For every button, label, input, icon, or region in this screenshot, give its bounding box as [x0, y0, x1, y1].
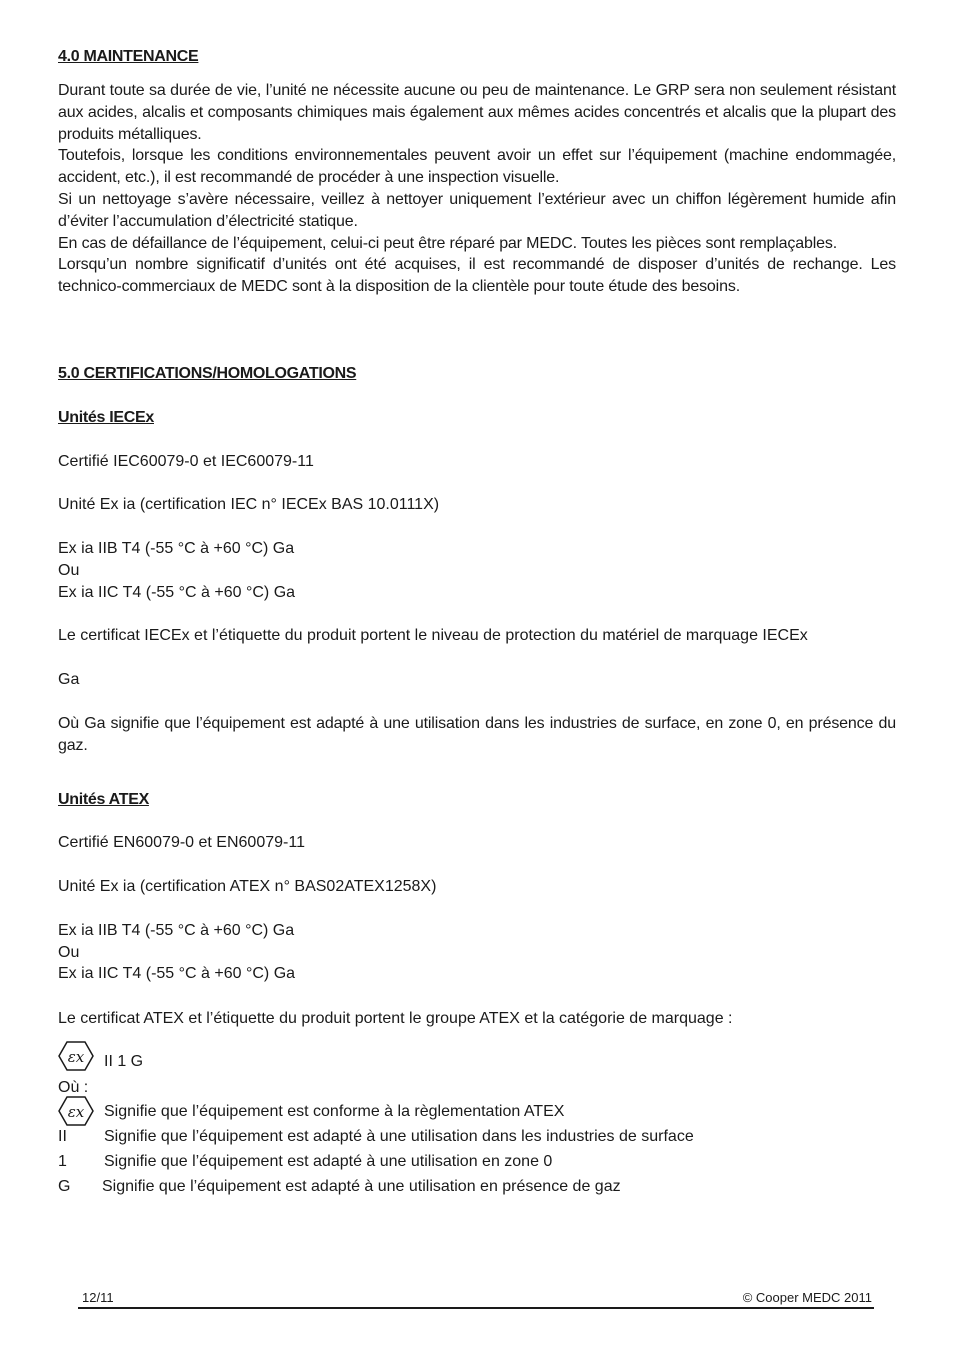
iecex-code-1: Ex ia IIB T4 (-55 °C à +60 °C) Ga	[58, 540, 295, 557]
iecex-unit: Unité Ex ia (certification IEC n° IECEx BAS 10.0111X)	[58, 496, 440, 513]
definition-text: Signifie que l’équipement est conforme à la règlementation ATEX	[104, 1103, 565, 1120]
ex-hexagon-icon	[58, 1041, 94, 1071]
definition-key: II	[58, 1128, 67, 1145]
footer-copyright: © Cooper MEDC 2011	[742, 1290, 872, 1305]
definition-key: 1	[58, 1153, 67, 1170]
section-4-body	[58, 80, 896, 298]
iecex-code-2: Ex ia IIC T4 (-55 °C à +60 °C) Ga	[58, 584, 296, 601]
maintenance-paragraph: En cas de défaillance de l’équipement, celui-ci peut être réparé par MEDC. Toutes les pièces sont remplaçables.	[58, 234, 838, 252]
ex-hexagon-icon	[58, 1096, 94, 1126]
maintenance-paragraph: Si un nettoyage s’avère nécessaire, veillez à nettoyer uniquement l’extérieur avec un chiffon légèrement humide afin d’éviter l’accumulation d’électricité statique.	[58, 190, 896, 230]
atex-or: Ou	[58, 944, 80, 961]
iecex-or: Ou	[58, 562, 80, 579]
iecex-level: Ga	[58, 671, 80, 688]
atex-subtitle: Unités ATEX	[58, 791, 149, 808]
maintenance-paragraph: Lorsqu’un nombre significatif d’unités ont été acquises, il est recommandé de disposer d’unités de rechange. Les technico-commerciaux de MEDC sont à la disposition de la clientèle pour toute étude des besoins.	[58, 256, 896, 296]
iecex-subtitle: Unités IECEx	[58, 409, 154, 426]
maintenance-paragraph: Durant toute sa durée de vie, l’unité ne nécessite aucune ou peu de maintenance. Le GRP sera non seulement résistant aux acides, alcalis et composants chimiques mais également aux mêmes acides concentrés et alcalis que la plupart des produits métalliques.	[58, 82, 896, 143]
svg-text:εx: εx	[67, 1048, 85, 1066]
atex-marking: II 1 G	[104, 1053, 144, 1070]
atex-where: Où :	[58, 1079, 89, 1096]
section-5-title: 5.0 CERTIFICATIONS/HOMOLOGATIONS	[58, 365, 357, 382]
definition-text: Signifie que l’équipement est adapté à une utilisation en zone 0	[104, 1153, 553, 1170]
iecex-label-text: Le certificat IECEx et l’étiquette du produit portent le niveau de protection du matériel de marquage IECEx	[58, 627, 808, 644]
footer-page-number: 12/11	[82, 1290, 114, 1305]
iecex-meaning: Où Ga signifie que l’équipement est adapté à une utilisation dans les industries de surface, en zone 0, en présence du gaz.	[58, 715, 896, 754]
definition-key: G	[58, 1178, 71, 1195]
svg-text:εx: εx	[67, 1103, 85, 1121]
definition-text: Signifie que l’équipement est adapté à une utilisation en présence de gaz	[102, 1178, 621, 1195]
section-4-title: 4.0 MAINTENANCE	[58, 48, 199, 65]
atex-label-text: Le certificat ATEX et l’étiquette du produit portent le groupe ATEX et la catégorie de marquage :	[58, 1010, 733, 1027]
atex-code-1: Ex ia IIB T4 (-55 °C à +60 °C) Ga	[58, 922, 295, 939]
iecex-certified: Certifié IEC60079-0 et IEC60079-11	[58, 453, 314, 470]
atex-unit: Unité Ex ia (certification ATEX n° BAS02ATEX1258X)	[58, 878, 437, 895]
footer-divider	[78, 1307, 874, 1309]
atex-certified: Certifié EN60079-0 et EN60079-11	[58, 834, 305, 851]
atex-code-2: Ex ia IIC T4 (-55 °C à +60 °C) Ga	[58, 965, 296, 982]
definition-text: Signifie que l’équipement est adapté à une utilisation dans les industries de surface	[104, 1128, 694, 1145]
maintenance-paragraph: Toutefois, lorsque les conditions environnementales peuvent avoir un effet sur l’équipement (machine endommagée, accident, etc.), il est recommandé de procéder à une inspection visuelle.	[58, 147, 896, 187]
